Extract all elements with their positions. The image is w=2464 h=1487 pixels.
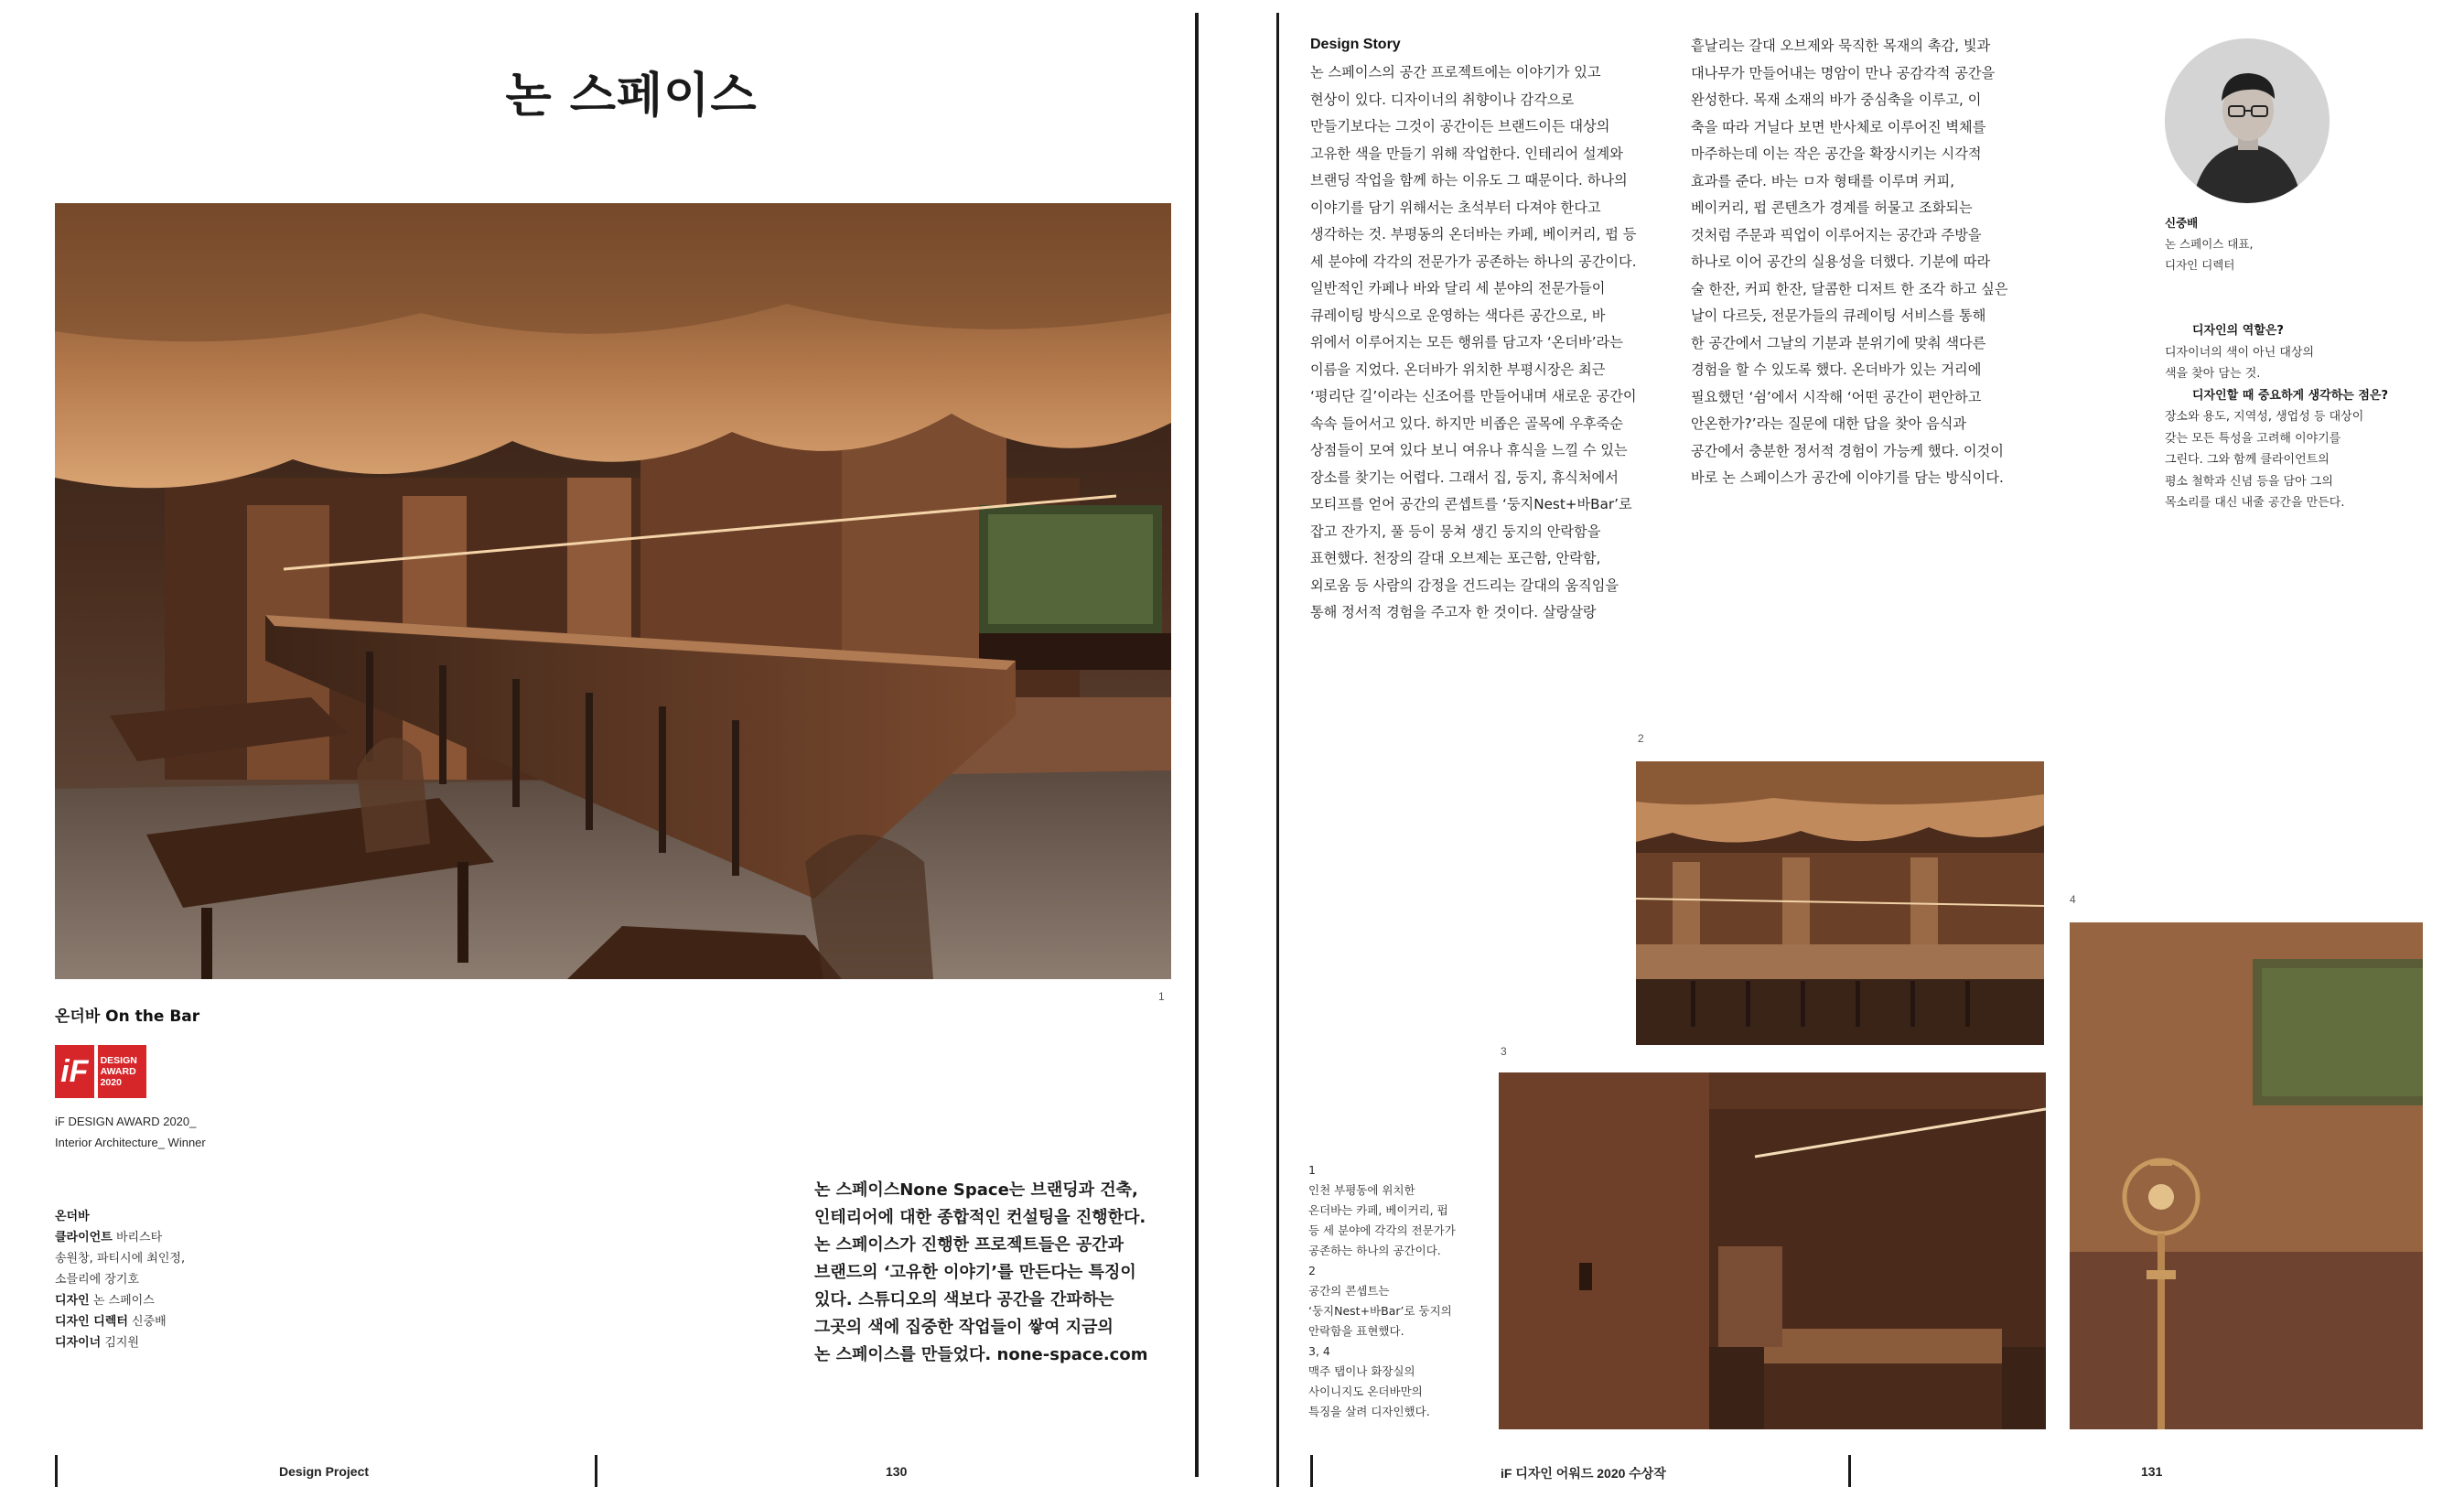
qa-answer-line: 색을 찾아 담는 것. bbox=[2165, 367, 2261, 381]
qa-answer-line: 그린다. 그와 함께 클라이언트의 bbox=[2165, 453, 2330, 467]
caption-line: 1 bbox=[1308, 1163, 1316, 1177]
photo-3-corridor bbox=[1499, 1072, 2046, 1429]
story-line: 효과를 준다. 바는 ㅁ자 형태를 이루며 커피, bbox=[1691, 172, 1955, 189]
intro-paragraph bbox=[814, 1177, 1180, 1369]
footer-section-label: iF 디자인 어워드 2020 수상작 bbox=[1501, 1466, 1666, 1481]
footer-divider bbox=[55, 1455, 58, 1487]
footer-divider bbox=[1310, 1455, 1313, 1487]
caption-line: 온더바는 카페, 베이커리, 펍 bbox=[1308, 1203, 1448, 1217]
story-line: 장소를 찾기는 어렵다. 그래서 집, 둥지, 휴식처에서 bbox=[1310, 469, 1619, 486]
page-title: 논 스페이스 bbox=[505, 69, 758, 124]
story-line: ‘평리단 길’이라는 신조어를 만들어내며 새로운 공간이 bbox=[1310, 388, 1637, 404]
story-line: 이름을 지었다. 온더바가 위치한 부평시장은 최근 bbox=[1310, 361, 1606, 378]
credit-designer-label: 디자이너 bbox=[55, 1336, 102, 1350]
caption-line: 등 세 분야에 각각의 전문가가 bbox=[1308, 1223, 1456, 1237]
story-line: 외로움 등 사람의 감정을 건드리는 갈대의 움직임을 bbox=[1310, 576, 1619, 594]
story-line: 필요했던 ‘쉼’에서 시작해 ‘어떤 공간이 편안하고 bbox=[1691, 388, 1982, 405]
story-line: 생각하는 것. 부평동의 온더바는 카페, 베이커리, 펍 등 bbox=[1310, 226, 1637, 242]
story-line: 세 분야에 각각의 전문가가 공존하는 하나의 공간이다. bbox=[1310, 253, 1637, 270]
qa-answer-line: 갖는 모든 특성을 고려해 이야기를 bbox=[2165, 431, 2341, 446]
intro-line: 브랜드의 ‘고유한 이야기’를 만든다는 특징이 bbox=[814, 1263, 1136, 1282]
designer-portrait bbox=[2165, 38, 2330, 203]
gutter-rule bbox=[1276, 13, 1279, 1487]
caption-line: 안락함을 표현했다. bbox=[1308, 1324, 1404, 1338]
award-category: Interior Architecture_ Winner bbox=[55, 1136, 206, 1149]
story-line: 상점들이 모여 있다 보니 여유나 휴식을 느낄 수 있는 bbox=[1310, 442, 1628, 458]
photo-1-number: 1 bbox=[1158, 990, 1165, 1003]
intro-line: 논 스페이스를 만들었다. none-space.com bbox=[814, 1345, 1148, 1364]
footer-divider bbox=[1848, 1455, 1851, 1487]
award-info bbox=[55, 1111, 206, 1153]
photo-4-beer-tap bbox=[2070, 922, 2423, 1429]
story-line: 것처럼 주문과 픽업이 이루어지는 공간과 주방을 bbox=[1691, 226, 1982, 243]
logo-line2: AWARD bbox=[100, 1066, 136, 1077]
story-line: 큐레이팅 방식으로 운영하는 색다른 공간으로, 바 bbox=[1310, 307, 1606, 324]
qa-answer-line: 디자이너의 색이 아닌 대상의 bbox=[2165, 345, 2315, 360]
logo-line1: DESIGN bbox=[100, 1055, 137, 1066]
project-credits bbox=[55, 1206, 185, 1353]
photo-captions bbox=[1308, 1160, 1456, 1422]
designer-role: 디자인 디렉터 bbox=[2165, 258, 2235, 272]
story-line: 대나무가 만들어내는 명암이 만나 공감각적 공간을 bbox=[1691, 64, 1996, 81]
caption-line: 공간의 콘셉트는 bbox=[1308, 1284, 1390, 1298]
credit-client-value: 바리스타 bbox=[115, 1231, 163, 1245]
caption-line: 특징을 살려 디자인했다. bbox=[1308, 1405, 1430, 1418]
intro-line: 논 스페이스None Space는 브랜딩과 건축, bbox=[814, 1180, 1138, 1200]
story-line: 바로 논 스페이스가 공간에 이야기를 담는 방식이다. bbox=[1691, 469, 2004, 486]
story-line: 일반적인 카페나 바와 달리 세 분야의 전문가들이 bbox=[1310, 280, 1606, 296]
story-line: 잡고 잔가지, 풀 등이 뭉쳐 생긴 둥지의 안락함을 bbox=[1310, 523, 1601, 540]
portrait-illustration bbox=[2165, 38, 2330, 203]
project-name: 온더바 On the Bar bbox=[55, 1007, 200, 1026]
story-line: 현상이 있다. 디자이너의 취향이나 감각으로 bbox=[1310, 91, 1575, 108]
credit-client-label: 클라이언트 bbox=[55, 1231, 113, 1245]
story-line: 날이 다르듯, 전문가들의 큐레이팅 서비스를 통해 bbox=[1691, 307, 1986, 324]
intro-line: 논 스페이스가 진행한 프로젝트들은 공간과 bbox=[814, 1235, 1124, 1255]
designer-profile bbox=[2165, 212, 2253, 275]
designer-name: 신중배 bbox=[2165, 216, 2199, 230]
designer-qa bbox=[2165, 320, 2439, 514]
caption-line: 사이니지도 온더바만의 bbox=[1308, 1385, 1423, 1398]
intro-line: 그곳의 색에 집중한 작업들이 쌓여 지금의 bbox=[814, 1318, 1114, 1337]
story-line: 축을 따라 거닐다 보면 반사체로 이루어진 벽체를 bbox=[1691, 118, 1986, 135]
story-line: 속속 들어서고 있다. 하지만 비좁은 골목에 우후죽순 bbox=[1310, 415, 1623, 432]
corridor-illustration bbox=[1499, 1072, 2046, 1429]
footer-divider bbox=[595, 1455, 597, 1487]
story-line: 완성한다. 목재 소재의 바가 중심축을 이루고, 이 bbox=[1691, 92, 1982, 108]
story-line: 위에서 이루어지는 모든 행위를 담고자 ‘온더바’라는 bbox=[1310, 334, 1623, 350]
story-line: 통해 정서적 경험을 주고자 한 것이다. 살랑살랑 bbox=[1310, 604, 1597, 620]
story-line: 베이커리, 펍 콘텐츠가 경계를 허물고 조화되는 bbox=[1691, 199, 1973, 216]
credit-design-value: 논 스페이스 bbox=[92, 1294, 155, 1308]
if-mark: iF bbox=[55, 1045, 94, 1098]
story-line: 경험을 할 수 있도록 했다. 온더바가 있는 거리에 bbox=[1691, 361, 1982, 378]
caption-line: ‘둥지Nest+바Bar’로 둥지의 bbox=[1308, 1304, 1452, 1318]
story-line: 이야기를 담기 위해서는 초석부터 다져야 한다고 bbox=[1310, 199, 1601, 216]
caption-line: 공존하는 하나의 공간이다. bbox=[1308, 1244, 1441, 1257]
story-line: 한 공간에서 그날의 기분과 분위기에 맞춰 색다른 bbox=[1691, 334, 1986, 351]
story-line: 고유한 색을 만들기 위해 작업한다. 인테리어 설계와 bbox=[1310, 145, 1623, 162]
story-line: 공간에서 충분한 정서적 경험이 가능케 했다. 이것이 bbox=[1691, 442, 2004, 459]
caption-line: 2 bbox=[1308, 1264, 1316, 1277]
bar-wide-illustration bbox=[1636, 761, 2044, 1045]
qa-answer-line: 목소리를 대신 내줄 공간을 만든다. bbox=[2165, 496, 2345, 510]
story-line: 안온한가?’라는 질문에 대한 답을 찾아 음식과 bbox=[1691, 415, 1967, 432]
main-photo-bar-interior bbox=[55, 203, 1171, 979]
qa-answer-line: 장소와 용도, 지역성, 생업성 등 대상이 bbox=[2165, 410, 2364, 424]
gutter-rule bbox=[1195, 13, 1199, 1477]
bar-interior-illustration bbox=[55, 203, 1171, 979]
photo-3-number: 3 bbox=[1501, 1045, 1507, 1058]
story-line: 표현했다. 천장의 갈대 오브제는 포근함, 안락함, bbox=[1310, 550, 1601, 566]
page-number-right: 131 bbox=[2141, 1464, 2163, 1479]
intro-line: 인테리어에 대한 종합적인 컨설팅을 진행한다. bbox=[814, 1208, 1146, 1227]
story-column-1 bbox=[1310, 59, 1695, 627]
qa-question: 디자인의 역할은? bbox=[2192, 324, 2284, 338]
story-line: 논 스페이스의 공간 프로젝트에는 이야기가 있고 bbox=[1310, 64, 1601, 81]
story-line: 브랜딩 작업을 함께 하는 이유도 그 때문이다. 하나의 bbox=[1310, 172, 1628, 189]
footer-section-label: Design Project bbox=[279, 1464, 370, 1479]
award-title: iF DESIGN AWARD 2020_ bbox=[55, 1115, 197, 1128]
story-line: 마주하는데 이는 작은 공간을 확장시키는 시각적 bbox=[1691, 145, 1982, 162]
credit-design-label: 디자인 bbox=[55, 1294, 90, 1308]
story-line: 술 한잔, 커피 한잔, 달콤한 디저트 한 조각 하고 싶은 bbox=[1691, 280, 2008, 297]
credit-client-line3: 소믈리에 장기호 bbox=[55, 1273, 140, 1287]
credit-client-line2: 송원창, 파티시에 최인정, bbox=[55, 1252, 186, 1266]
story-line: 모티프를 얻어 공간의 콘셉트를 ‘둥지Nest+바Bar’로 bbox=[1310, 496, 1632, 512]
beer-tap-illustration bbox=[2070, 922, 2423, 1429]
photo-2-bar-wide bbox=[1636, 761, 2044, 1045]
story-line: 하나로 이어 공간의 실용성을 더했다. 기분에 따라 bbox=[1691, 253, 1991, 270]
designer-role: 논 스페이스 대표, bbox=[2165, 237, 2254, 251]
credit-director-label: 디자인 디렉터 bbox=[55, 1315, 128, 1329]
story-line: 흩날리는 갈대 오브제와 묵직한 목재의 촉감, 빛과 bbox=[1691, 38, 1991, 54]
story-column-2 bbox=[1691, 33, 2075, 492]
caption-line: 맥주 탭이나 화장실의 bbox=[1308, 1364, 1415, 1378]
intro-line: 있다. 스튜디오의 색보다 공간을 간파하는 bbox=[814, 1290, 1114, 1309]
photo-2-number: 2 bbox=[1638, 732, 1644, 745]
page-number-left: 130 bbox=[886, 1464, 908, 1479]
credit-designer-value: 김지원 bbox=[104, 1336, 140, 1350]
qa-answer-line: 평소 철학과 신념 등을 담아 그의 bbox=[2165, 474, 2333, 489]
if-design-award-logo bbox=[55, 1045, 146, 1098]
caption-line: 인천 부평동에 위치한 bbox=[1308, 1183, 1415, 1197]
photo-4-number: 4 bbox=[2070, 893, 2076, 906]
credit-director-value: 신중배 bbox=[132, 1315, 167, 1329]
credit-project: 온더바 bbox=[55, 1210, 90, 1223]
story-heading: Design Story bbox=[1310, 37, 1401, 52]
story-line: 만들기보다는 그것이 공간이든 브랜드이든 대상의 bbox=[1310, 118, 1610, 135]
logo-line3: 2020 bbox=[100, 1077, 122, 1088]
qa-question: 디자인할 때 중요하게 생각하는 점은? bbox=[2192, 388, 2389, 403]
caption-line: 3, 4 bbox=[1308, 1344, 1330, 1358]
